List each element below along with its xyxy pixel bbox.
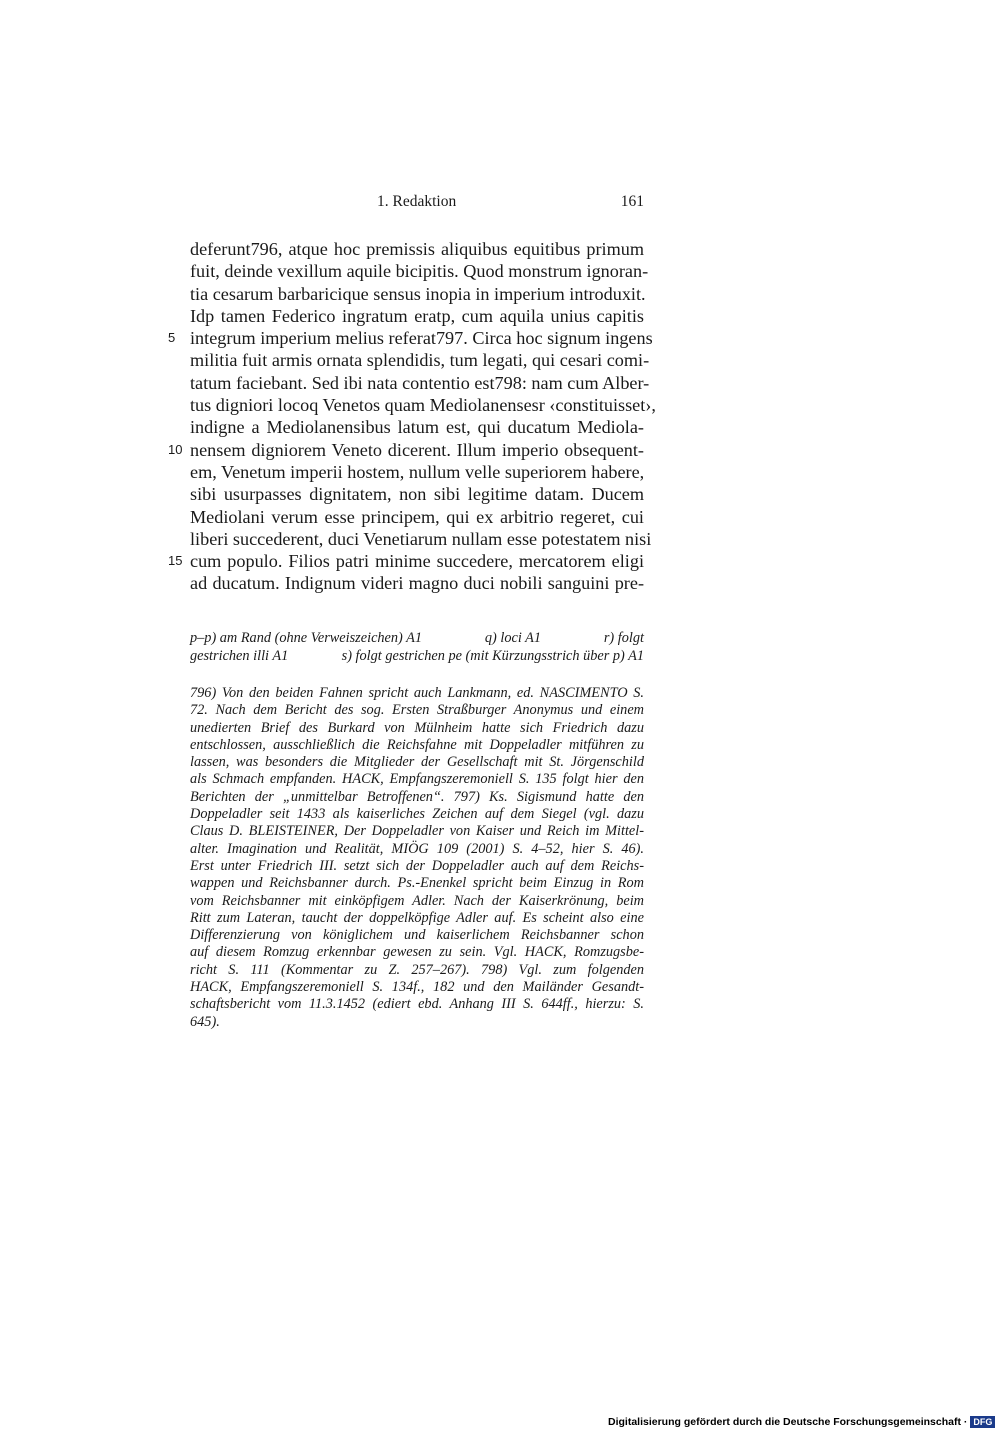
footnote-text: Claus D. BLEISTEINER, Der Doppeladler von Kaiser und Reich im Mittel-: [190, 823, 644, 840]
footnote-line: [190, 962, 644, 979]
line-text: liberi succederent, duci Venetiarum nullam esse potestatem nisi: [190, 528, 652, 549]
footnote-line: [190, 944, 644, 961]
text-line: [190, 506, 644, 528]
apparatus-note: q) loci A1: [484, 630, 541, 646]
footnote-text: Erst unter Friedrich III. setzt sich der Doppeladler auch auf dem Reichs-: [190, 857, 644, 874]
text-line: [190, 260, 649, 282]
footnote-text: als Schmach empfanden. HACK, Empfangszeremoniell S. 135 folgt hier den: [190, 771, 644, 788]
footnote-line: [190, 685, 644, 702]
footnote-text: HACK, Empfangszeremoniell S. 134f., 182 und den Mailänder Gesandt-: [190, 979, 644, 996]
apparatus-note: s) folgt gestrichen pe (mit Kürzungsstrich über p) A1: [341, 648, 644, 664]
line-text: militia fuit armis ornata splendidis, tum legati, qui cesari comi-: [190, 350, 650, 371]
footnote-text: 645).: [190, 1013, 220, 1030]
text-line: [190, 238, 644, 260]
line-text: sibi usurpasses dignitatem, non sibi legitime datam. Ducem: [190, 484, 644, 505]
line-text: tus digniori locoq Venetos quam Mediolanensesr ‹constituisset›,: [190, 395, 656, 416]
text-line: [190, 372, 650, 394]
text-line: [190, 416, 644, 438]
footnote-line: [190, 996, 644, 1013]
footnote-line: [190, 720, 644, 737]
footnote-line: [190, 979, 644, 996]
line-text: deferunt796, atque hoc premissis aliquibus equitibus primum: [190, 239, 644, 259]
text-line: [168, 439, 644, 461]
footnote-text: richt S. 111 (Kommentar zu Z. 257–267). 798) Vgl. zum folgenden: [190, 961, 644, 978]
main-text: [168, 238, 656, 595]
footnote-text: lassen, was besonders die Mitglieder der Gesellschaft mit St. Jörgenschild: [190, 754, 644, 771]
line-text: ad ducatum. Indignum videri magno duci nobili sanguini pre-: [190, 573, 644, 594]
footnote-line: [190, 927, 644, 944]
credit-text: Digitalisierung gefördert durch die Deutsche Forschungsgemeinschaft ·: [608, 1416, 968, 1428]
running-title: 1. Redaktion: [377, 193, 457, 210]
page-number: 161: [620, 193, 644, 210]
commentary-footnotes: [190, 685, 644, 1031]
footnote-text: Differenzierung von königlichem und kaiserlichem Reichsbanner schon: [190, 927, 644, 944]
footnote-line: [190, 754, 644, 771]
footnote-text: Ritt zum Lateran, taucht der doppelköpfige Adler auf. Es scheint also eine: [190, 909, 644, 926]
text-line: [190, 394, 656, 416]
footnote-text: schaftsbericht vom 11.3.1452 (ediert ebd. Anhang III S. 644ff., hierzu: S.: [190, 996, 644, 1013]
running-header: [190, 193, 644, 213]
line-text: indigne a Mediolanensibus latum est, qui ducatum Mediola-: [190, 417, 644, 438]
critical-apparatus: [190, 629, 644, 665]
line-text: fuit, deinde vexillum aquile bicipitis. Quod monstrum ignoran-: [190, 261, 649, 282]
footnote-text: alter. Imagination und Realität, MIÖG 109 (2001) S. 4–52, hier S. 46).: [190, 840, 644, 857]
footnote-text: 72. Nach dem Bericht des sog. Ersten Straßburger Anonymus und einem: [190, 702, 644, 719]
footnote-line: [190, 893, 644, 910]
footnote-text: Doppeladler seit 1433 als kaiserliches Zeichen auf dem Siegel (vgl. dazu: [190, 806, 644, 823]
text-line: [190, 305, 644, 327]
footnote-line: [190, 910, 644, 927]
dfg-logo: DFG: [970, 1416, 995, 1428]
footnote-line: [190, 789, 644, 806]
line-text: Mediolani verum esse principem, qui ex arbitrio regeret, cui: [190, 506, 644, 527]
apparatus-note: p–p) am Rand (ohne Verweiszeichen) A1: [190, 630, 423, 646]
line-text: Idp tamen Federico ingratum eratp, cum aquila unius capitis: [190, 305, 644, 326]
apparatus-line: [190, 647, 644, 665]
line-number: 10: [168, 441, 183, 457]
footnote-text: vom Reichsbanner mit einköpfigem Adler. Nach der Kaiserkrönung, beim: [190, 892, 644, 909]
text-line: [190, 483, 644, 505]
footnote-line: [190, 771, 644, 788]
line-text: em, Venetum imperii hostem, nullum velle superiorem habere,: [190, 461, 645, 482]
footnote-text: wappen und Reichsbanner durch. Ps.-Enenkel spricht beim Einzug in Rom: [190, 875, 644, 892]
digitization-credit: [608, 1416, 995, 1428]
line-text: tia cesarum barbaricique sensus inopia in imperium introduxit.: [190, 283, 646, 304]
apparatus-note: r) folgt: [603, 630, 644, 646]
line-text: cum populo. Filios patri minime succedere, mercatorem eligi: [190, 551, 644, 572]
footnote-line: [190, 875, 644, 892]
footnote-text: unedierten Brief des Burkard von Mülnheim hatte sich Friedrich dazu: [190, 719, 644, 736]
text-line: [190, 349, 650, 371]
line-number: 15: [168, 553, 183, 569]
text-line: [190, 572, 644, 594]
footnote-line: [190, 702, 644, 719]
line-text: tatum faciebant. Sed ibi nata contentio est798: nam cum Alber-: [190, 372, 650, 393]
line-number: 5: [168, 330, 176, 346]
text-line: [190, 283, 644, 305]
text-line: [190, 528, 652, 550]
footnote-line: [190, 806, 644, 823]
footnote-text: 796) Von den beiden Fahnen spricht auch Lankmann, ed. NASCIMENTO S.: [190, 685, 644, 701]
apparatus-note: gestrichen illi A1: [190, 648, 289, 664]
footnote-line: [190, 1014, 644, 1031]
footnote-text: auf diesem Romzug erkennbar gewesen zu sein. Vgl. HACK, Romzugsbe-: [190, 944, 644, 961]
line-text: nensem digniorem Veneto dicerent. Illum imperio obsequent-: [190, 439, 644, 460]
text-line: [190, 461, 644, 483]
footnote-line: [190, 823, 644, 840]
text-line: [168, 327, 653, 349]
footnote-line: [190, 858, 644, 875]
apparatus-line: [190, 629, 644, 647]
footnote-text: Berichten der „unmittelbar Betroffenen“. 797) Ks. Sigismund hatte den: [190, 788, 644, 805]
footnote-line: [190, 841, 644, 858]
footnote-line: [190, 737, 644, 754]
line-text: integrum imperium melius referat797. Circa hoc signum ingens: [190, 328, 653, 349]
text-line: [168, 550, 644, 572]
footnote-text: entschlossen, ausschließlich die Reichsfahne mit Doppeladler mitführen zu: [190, 736, 644, 753]
